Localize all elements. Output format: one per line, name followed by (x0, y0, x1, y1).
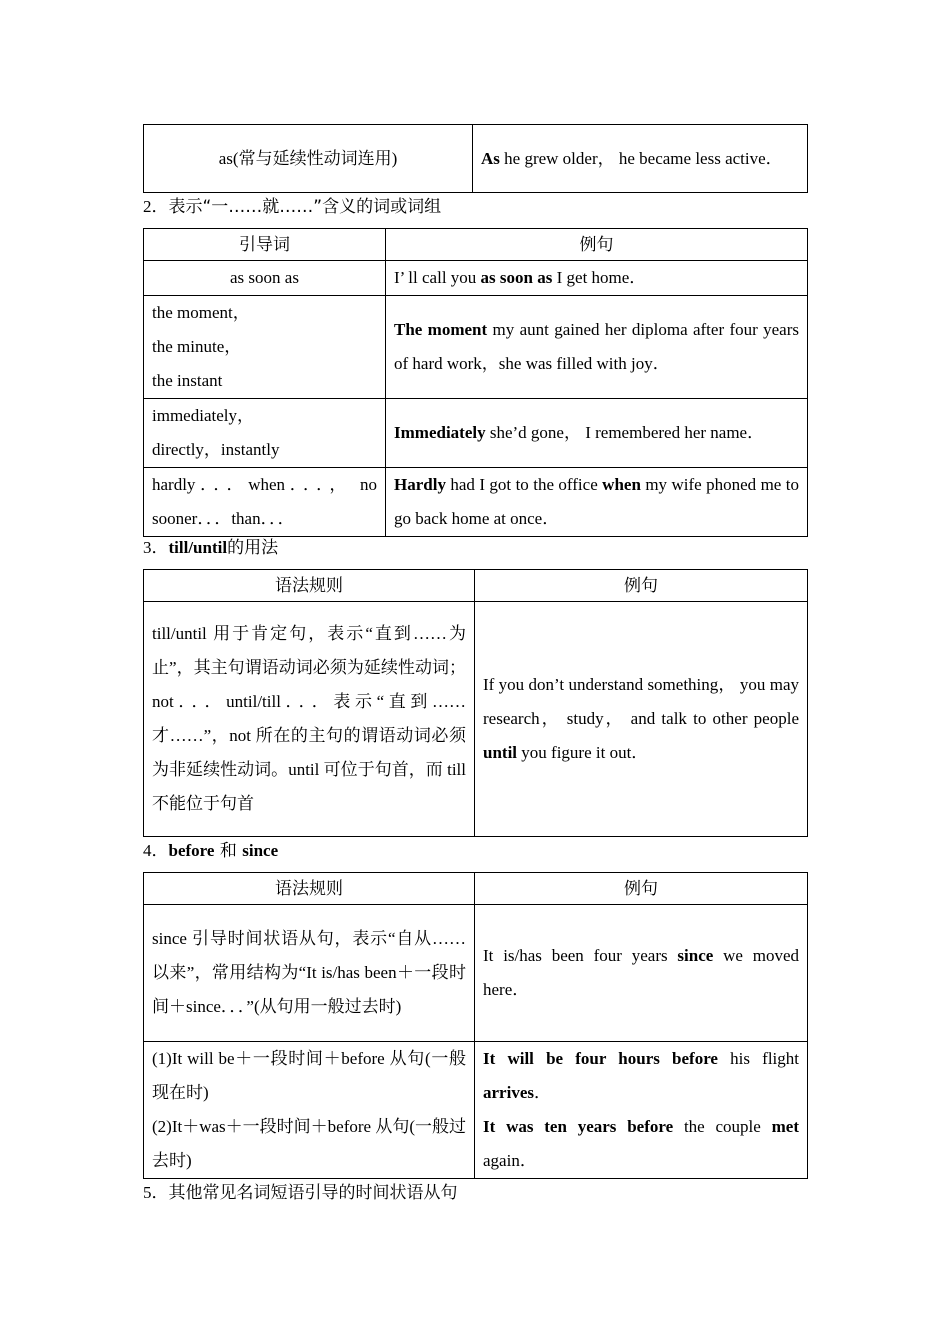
section-heading-4: 4．before 和 since (143, 841, 279, 861)
column-header: 引导词 (144, 229, 386, 261)
example-cell: As he grew older， he became less active． (473, 125, 808, 193)
table-before-since (143, 872, 807, 1179)
conjunction-cell: as(常与延续性动词连用) (144, 125, 473, 193)
conjunction-cell: immediately， directly，instantly (144, 399, 386, 468)
rule-cell: till/until 用于肯定句，表示“直到……为止”，其主句谓语动词必须为延续性动词；not．．．until/till．．．表示“直到……才……”，not 所在的主句的谓语动词必须为非延续性动词。until 可位于句首，而 till 不能位于句首 (144, 602, 475, 837)
conjunction-cell: the moment， the minute， the instant (144, 296, 386, 399)
example-cell: I’ ll call you as soon as I get home． (386, 261, 808, 296)
table-as-soon-as (143, 228, 807, 537)
example-cell: If you don’t understand something， you may research， study， and talk to other people until you figure it out． (475, 602, 808, 837)
rule-cell: since 引导时间状语从句，表示“自从……以来”，常用结构为“It is/has been＋一段时间＋since．．．”(从句用一般过去时) (144, 905, 475, 1042)
table-as (143, 124, 807, 193)
column-header: 例句 (475, 570, 808, 602)
rule-cell: (1)It will be＋一段时间＋before 从句(一般现在时) (2)It＋was＋一段时间＋before 从句(一般过去时) (144, 1042, 475, 1179)
example-cell: It is/has been four years since we moved here． (475, 905, 808, 1042)
column-header: 例句 (386, 229, 808, 261)
table-row (144, 905, 808, 1042)
section-heading-2: 2．表示“一……就……”含义的词或词组 (143, 197, 442, 217)
table-till-until (143, 569, 807, 837)
conjunction-cell: hardly．．．when．．．， no sooner．．．than．．． (144, 468, 386, 537)
table-header-row (144, 873, 808, 905)
column-header: 语法规则 (144, 873, 475, 905)
section-heading-5: 5．其他常见名词短语引导的时间状语从句 (143, 1183, 458, 1203)
table-row (144, 296, 808, 399)
table-row (144, 1042, 808, 1179)
example-cell: The moment my aunt gained her diploma after four years of hard work，she was filled with joy． (386, 296, 808, 399)
table-header-row (144, 229, 808, 261)
example-cell: Hardly had I got to the office when my wife phoned me to go back home at once． (386, 468, 808, 537)
table-row (144, 261, 808, 296)
column-header: 例句 (475, 873, 808, 905)
table-row (144, 399, 808, 468)
section-heading-3: 3．till/until的用法 (143, 538, 279, 558)
table-row (144, 602, 808, 837)
table-row (144, 125, 808, 193)
table-header-row (144, 570, 808, 602)
example-cell: It will be four hours before his flight arrives． It was ten years before the couple met again． (475, 1042, 808, 1179)
column-header: 语法规则 (144, 570, 475, 602)
table-row (144, 468, 808, 537)
conjunction-cell: as soon as (144, 261, 386, 296)
example-cell: Immediately she’d gone， I remembered her name． (386, 399, 808, 468)
